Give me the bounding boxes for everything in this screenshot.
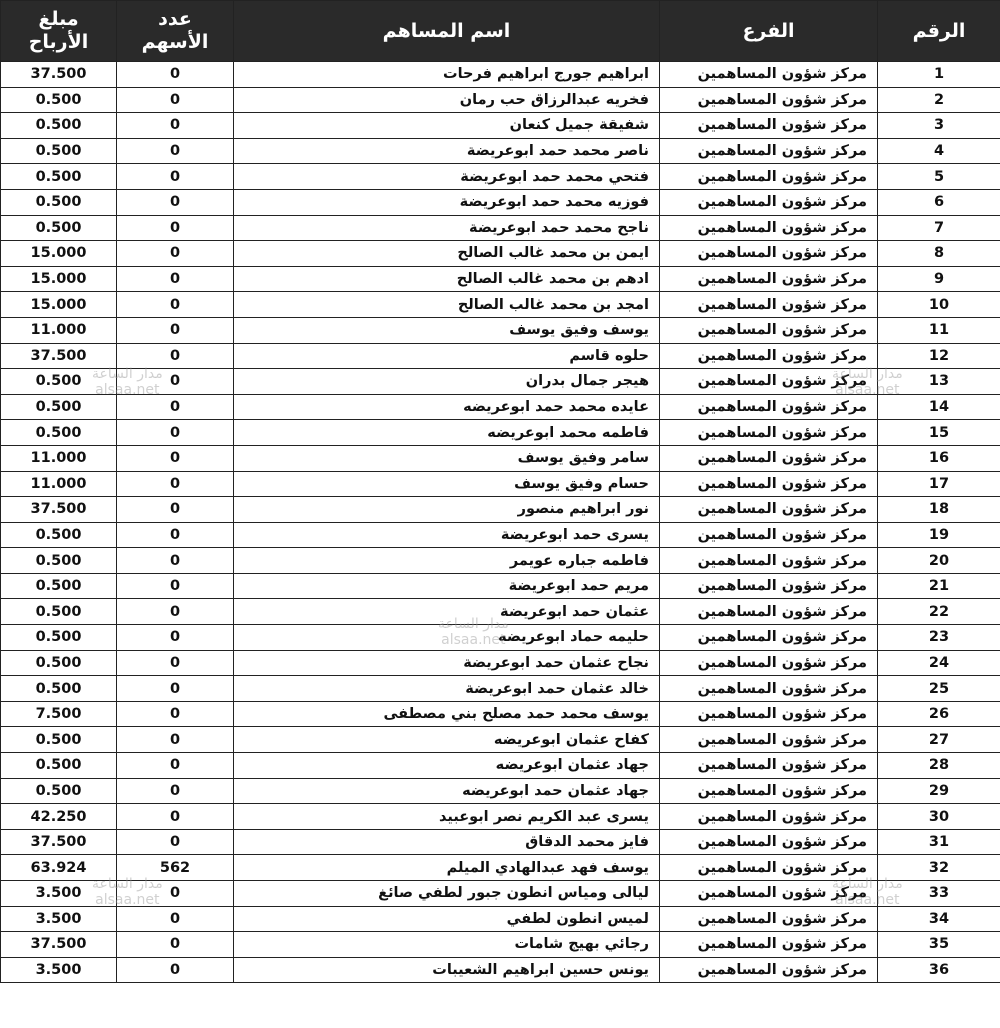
table-header-row [1, 1, 1000, 62]
row-branch: مركز شؤون المساهمين [660, 727, 878, 753]
row-number: 21 [878, 573, 1000, 599]
row-shares-count: 0 [117, 778, 234, 804]
table-row [1, 804, 1000, 830]
table-row [1, 957, 1000, 983]
row-branch: مركز شؤون المساهمين [660, 753, 878, 779]
row-number: 2 [878, 87, 1000, 113]
row-number: 11 [878, 317, 1000, 343]
row-dividend-amount: 7.500 [1, 701, 117, 727]
row-dividend-amount: 0.500 [1, 215, 117, 241]
row-dividend-amount: 0.500 [1, 522, 117, 548]
table-row [1, 497, 1000, 523]
row-shares-count: 0 [117, 957, 234, 983]
row-number: 36 [878, 957, 1000, 983]
row-dividend-amount: 15.000 [1, 266, 117, 292]
row-branch: مركز شؤون المساهمين [660, 164, 878, 190]
row-branch: مركز شؤون المساهمين [660, 829, 878, 855]
watermark-text: مدار الساعة [832, 366, 903, 382]
row-number: 23 [878, 625, 1000, 651]
table-row [1, 215, 1000, 241]
table-row [1, 701, 1000, 727]
table-row [1, 650, 1000, 676]
row-number: 20 [878, 548, 1000, 574]
row-shares-count: 0 [117, 420, 234, 446]
row-shareholder-name: نور ابراهيم منصور [234, 497, 660, 523]
row-dividend-amount: 0.500 [1, 650, 117, 676]
row-branch: مركز شؤون المساهمين [660, 778, 878, 804]
row-shares-count: 0 [117, 727, 234, 753]
row-shares-count: 0 [117, 215, 234, 241]
row-number: 26 [878, 701, 1000, 727]
row-dividend-amount: 15.000 [1, 292, 117, 318]
header-name: اسم المساهم [234, 1, 660, 62]
row-number: 4 [878, 138, 1000, 164]
table-row [1, 676, 1000, 702]
row-dividend-amount: 37.500 [1, 932, 117, 958]
row-shares-count: 0 [117, 138, 234, 164]
table-row [1, 369, 1000, 395]
row-dividend-amount: 11.000 [1, 445, 117, 471]
row-number: 7 [878, 215, 1000, 241]
row-dividend-amount: 42.250 [1, 804, 117, 830]
row-dividend-amount: 0.500 [1, 113, 117, 139]
row-shareholder-name: ناصر محمد حمد ابوعريضة [234, 138, 660, 164]
row-shareholder-name: عايده محمد حمد ابوعريضه [234, 394, 660, 420]
row-branch: مركز شؤون المساهمين [660, 215, 878, 241]
table-row [1, 548, 1000, 574]
row-shareholder-name: يوسف وفيق يوسف [234, 317, 660, 343]
table-row [1, 932, 1000, 958]
watermark-text: مدار الساعة [92, 876, 163, 892]
row-branch: مركز شؤون المساهمين [660, 650, 878, 676]
row-branch: مركز شؤون المساهمين [660, 343, 878, 369]
header-shares [117, 1, 234, 62]
row-dividend-amount: 11.000 [1, 317, 117, 343]
row-number: 14 [878, 394, 1000, 420]
row-branch: مركز شؤون المساهمين [660, 957, 878, 983]
row-shareholder-name: حسام وفيق يوسف [234, 471, 660, 497]
row-dividend-amount: 3.500 [1, 881, 117, 907]
row-number: 15 [878, 420, 1000, 446]
row-shares-count: 0 [117, 906, 234, 932]
table-row [1, 62, 1000, 88]
row-dividend-amount: 11.000 [1, 471, 117, 497]
header-amount-line2: الأرباح [28, 31, 89, 53]
row-number: 3 [878, 113, 1000, 139]
row-shares-count: 0 [117, 881, 234, 907]
row-dividend-amount: 0.500 [1, 87, 117, 113]
row-number: 19 [878, 522, 1000, 548]
row-number: 34 [878, 906, 1000, 932]
row-shareholder-name: فخريه عبدالرزاق حب رمان [234, 87, 660, 113]
row-dividend-amount: 0.500 [1, 138, 117, 164]
row-number: 1 [878, 62, 1000, 88]
row-branch: مركز شؤون المساهمين [660, 855, 878, 881]
row-branch: مركز شؤون المساهمين [660, 471, 878, 497]
row-number: 17 [878, 471, 1000, 497]
row-branch: مركز شؤون المساهمين [660, 804, 878, 830]
row-shares-count: 0 [117, 471, 234, 497]
row-dividend-amount: 0.500 [1, 753, 117, 779]
row-dividend-amount: 0.500 [1, 394, 117, 420]
table-row [1, 855, 1000, 881]
row-branch: مركز شؤون المساهمين [660, 497, 878, 523]
row-branch: مركز شؤون المساهمين [660, 62, 878, 88]
row-shares-count: 0 [117, 164, 234, 190]
row-dividend-amount: 0.500 [1, 676, 117, 702]
row-shareholder-name: خالد عثمان حمد ابوعريضة [234, 676, 660, 702]
row-shareholder-name: ايمن بن محمد غالب الصالح [234, 241, 660, 267]
table-row [1, 189, 1000, 215]
row-shareholder-name: ابراهيم جورج ابراهيم فرحات [234, 62, 660, 88]
row-dividend-amount: 0.500 [1, 164, 117, 190]
row-shares-count: 0 [117, 650, 234, 676]
row-branch: مركز شؤون المساهمين [660, 932, 878, 958]
row-number: 29 [878, 778, 1000, 804]
row-shareholder-name: فتحي محمد حمد ابوعريضة [234, 164, 660, 190]
row-branch: مركز شؤون المساهمين [660, 573, 878, 599]
row-shareholder-name: فاطمه محمد ابوعريضه [234, 420, 660, 446]
row-dividend-amount: 37.500 [1, 62, 117, 88]
row-dividend-amount: 0.500 [1, 369, 117, 395]
row-shareholder-name: يونس حسين ابراهيم الشعيبات [234, 957, 660, 983]
table-row [1, 445, 1000, 471]
row-branch: مركز شؤون المساهمين [660, 241, 878, 267]
table-row [1, 753, 1000, 779]
row-shares-count: 0 [117, 445, 234, 471]
row-number: 35 [878, 932, 1000, 958]
row-branch: مركز شؤون المساهمين [660, 701, 878, 727]
header-number: الرقم [878, 1, 1000, 62]
row-shares-count: 0 [117, 804, 234, 830]
watermark-url: alsaa.net [441, 632, 506, 648]
table-row [1, 778, 1000, 804]
table-row [1, 138, 1000, 164]
table-row [1, 113, 1000, 139]
row-shareholder-name: فوزيه محمد حمد ابوعريضة [234, 189, 660, 215]
row-shareholder-name: نجاح عثمان حمد ابوعريضة [234, 650, 660, 676]
table-row [1, 394, 1000, 420]
row-dividend-amount: 37.500 [1, 343, 117, 369]
row-branch: مركز شؤون المساهمين [660, 113, 878, 139]
row-shareholder-name: ليالى ومياس انطون جبور لطفي صائغ [234, 881, 660, 907]
row-shareholder-name: فاطمه جباره عويمر [234, 548, 660, 574]
row-shareholder-name: جهاد عثمان حمد ابوعريضه [234, 778, 660, 804]
row-shares-count: 0 [117, 62, 234, 88]
table-row [1, 317, 1000, 343]
table-row [1, 829, 1000, 855]
watermark-url: alsaa.net [95, 892, 160, 908]
row-branch: مركز شؤون المساهمين [660, 522, 878, 548]
row-shares-count: 0 [117, 497, 234, 523]
row-branch: مركز شؤون المساهمين [660, 676, 878, 702]
header-amount-line1: مبلغ [38, 8, 79, 30]
table-row [1, 727, 1000, 753]
row-shares-count: 0 [117, 266, 234, 292]
row-shares-count: 562 [117, 855, 234, 881]
row-dividend-amount: 0.500 [1, 599, 117, 625]
row-shares-count: 0 [117, 369, 234, 395]
table-body [1, 62, 1000, 983]
row-shareholder-name: لميس انطون لطفي [234, 906, 660, 932]
row-number: 18 [878, 497, 1000, 523]
row-shareholder-name: امجد بن محمد غالب الصالح [234, 292, 660, 318]
row-dividend-amount: 0.500 [1, 778, 117, 804]
row-dividend-amount: 0.500 [1, 420, 117, 446]
row-branch: مركز شؤون المساهمين [660, 625, 878, 651]
table-row [1, 87, 1000, 113]
row-shareholder-name: يسرى عبد الكريم نصر ابوعبيد [234, 804, 660, 830]
table-row [1, 266, 1000, 292]
row-branch: مركز شؤون المساهمين [660, 445, 878, 471]
row-shares-count: 0 [117, 753, 234, 779]
row-number: 13 [878, 369, 1000, 395]
row-shares-count: 0 [117, 241, 234, 267]
row-number: 8 [878, 241, 1000, 267]
row-shares-count: 0 [117, 87, 234, 113]
row-dividend-amount: 63.924 [1, 855, 117, 881]
row-branch: مركز شؤون المساهمين [660, 266, 878, 292]
row-dividend-amount: 0.500 [1, 573, 117, 599]
table-row [1, 241, 1000, 267]
watermark-url: alsaa.net [95, 382, 160, 398]
row-number: 27 [878, 727, 1000, 753]
row-branch: مركز شؤون المساهمين [660, 906, 878, 932]
row-shares-count: 0 [117, 573, 234, 599]
row-shareholder-name: جهاد عثمان ابوعريضه [234, 753, 660, 779]
row-shares-count: 0 [117, 548, 234, 574]
row-shares-count: 0 [117, 317, 234, 343]
watermark-url: alsaa.net [835, 892, 900, 908]
table-row [1, 164, 1000, 190]
header-shares-line2: الأسهم [141, 31, 209, 53]
row-shareholder-name: ناجح محمد حمد ابوعريضة [234, 215, 660, 241]
row-dividend-amount: 0.500 [1, 625, 117, 651]
row-dividend-amount: 15.000 [1, 241, 117, 267]
row-number: 31 [878, 829, 1000, 855]
row-branch: مركز شؤون المساهمين [660, 420, 878, 446]
row-shares-count: 0 [117, 932, 234, 958]
row-branch: مركز شؤون المساهمين [660, 87, 878, 113]
row-shares-count: 0 [117, 394, 234, 420]
table-row [1, 471, 1000, 497]
row-dividend-amount: 3.500 [1, 906, 117, 932]
row-number: 33 [878, 881, 1000, 907]
row-number: 16 [878, 445, 1000, 471]
row-dividend-amount: 37.500 [1, 497, 117, 523]
row-shares-count: 0 [117, 599, 234, 625]
row-shareholder-name: ادهم بن محمد غالب الصالح [234, 266, 660, 292]
row-branch: مركز شؤون المساهمين [660, 189, 878, 215]
row-shares-count: 0 [117, 701, 234, 727]
row-shareholder-name: فايز محمد الدقاق [234, 829, 660, 855]
row-shareholder-name: هيجر جمال بدران [234, 369, 660, 395]
watermark-text: مدار الساعة [832, 876, 903, 892]
row-shares-count: 0 [117, 292, 234, 318]
row-branch: مركز شؤون المساهمين [660, 138, 878, 164]
row-branch: مركز شؤون المساهمين [660, 369, 878, 395]
watermark-text: مدار الساعة [438, 616, 509, 632]
watermark-text: مدار الساعة [92, 366, 163, 382]
row-number: 9 [878, 266, 1000, 292]
table-row [1, 881, 1000, 907]
row-dividend-amount: 0.500 [1, 189, 117, 215]
row-shares-count: 0 [117, 829, 234, 855]
row-number: 30 [878, 804, 1000, 830]
row-number: 24 [878, 650, 1000, 676]
row-shareholder-name: يسرى حمد ابوعريضة [234, 522, 660, 548]
row-shareholder-name: شفيقة جميل كنعان [234, 113, 660, 139]
row-branch: مركز شؤون المساهمين [660, 292, 878, 318]
row-shareholder-name: يوسف فهد عبدالهادي الميلم [234, 855, 660, 881]
row-shareholder-name: سامر وفيق يوسف [234, 445, 660, 471]
row-number: 12 [878, 343, 1000, 369]
table-row [1, 906, 1000, 932]
row-branch: مركز شؤون المساهمين [660, 548, 878, 574]
row-shares-count: 0 [117, 113, 234, 139]
table-row [1, 292, 1000, 318]
row-shareholder-name: عثمان حمد ابوعريضة [234, 599, 660, 625]
row-number: 25 [878, 676, 1000, 702]
header-amount [1, 1, 117, 62]
row-number: 32 [878, 855, 1000, 881]
row-shareholder-name: حلوه قاسم [234, 343, 660, 369]
row-shares-count: 0 [117, 343, 234, 369]
table-row [1, 573, 1000, 599]
table-row [1, 420, 1000, 446]
row-branch: مركز شؤون المساهمين [660, 394, 878, 420]
header-branch: الفرع [660, 1, 878, 62]
row-shareholder-name: يوسف محمد حمد مصلح بني مصطفى [234, 701, 660, 727]
row-shareholder-name: رجائي بهيج شامات [234, 932, 660, 958]
table-row [1, 625, 1000, 651]
row-shares-count: 0 [117, 522, 234, 548]
row-shareholder-name: حليمه حماد ابوعريضه [234, 625, 660, 651]
row-shares-count: 0 [117, 625, 234, 651]
row-shareholder-name: كفاح عثمان ابوعريضه [234, 727, 660, 753]
row-number: 6 [878, 189, 1000, 215]
row-number: 28 [878, 753, 1000, 779]
table-row [1, 599, 1000, 625]
row-branch: مركز شؤون المساهمين [660, 599, 878, 625]
row-shareholder-name: مريم حمد ابوعريضة [234, 573, 660, 599]
row-number: 10 [878, 292, 1000, 318]
header-shares-line1: عدد [158, 8, 192, 30]
watermark-url: alsaa.net [835, 382, 900, 398]
row-number: 22 [878, 599, 1000, 625]
table-row [1, 522, 1000, 548]
row-dividend-amount: 0.500 [1, 548, 117, 574]
table-row [1, 343, 1000, 369]
row-branch: مركز شؤون المساهمين [660, 317, 878, 343]
row-shares-count: 0 [117, 676, 234, 702]
row-dividend-amount: 0.500 [1, 727, 117, 753]
row-shares-count: 0 [117, 189, 234, 215]
row-number: 5 [878, 164, 1000, 190]
row-branch: مركز شؤون المساهمين [660, 881, 878, 907]
row-dividend-amount: 37.500 [1, 829, 117, 855]
row-dividend-amount: 3.500 [1, 957, 117, 983]
